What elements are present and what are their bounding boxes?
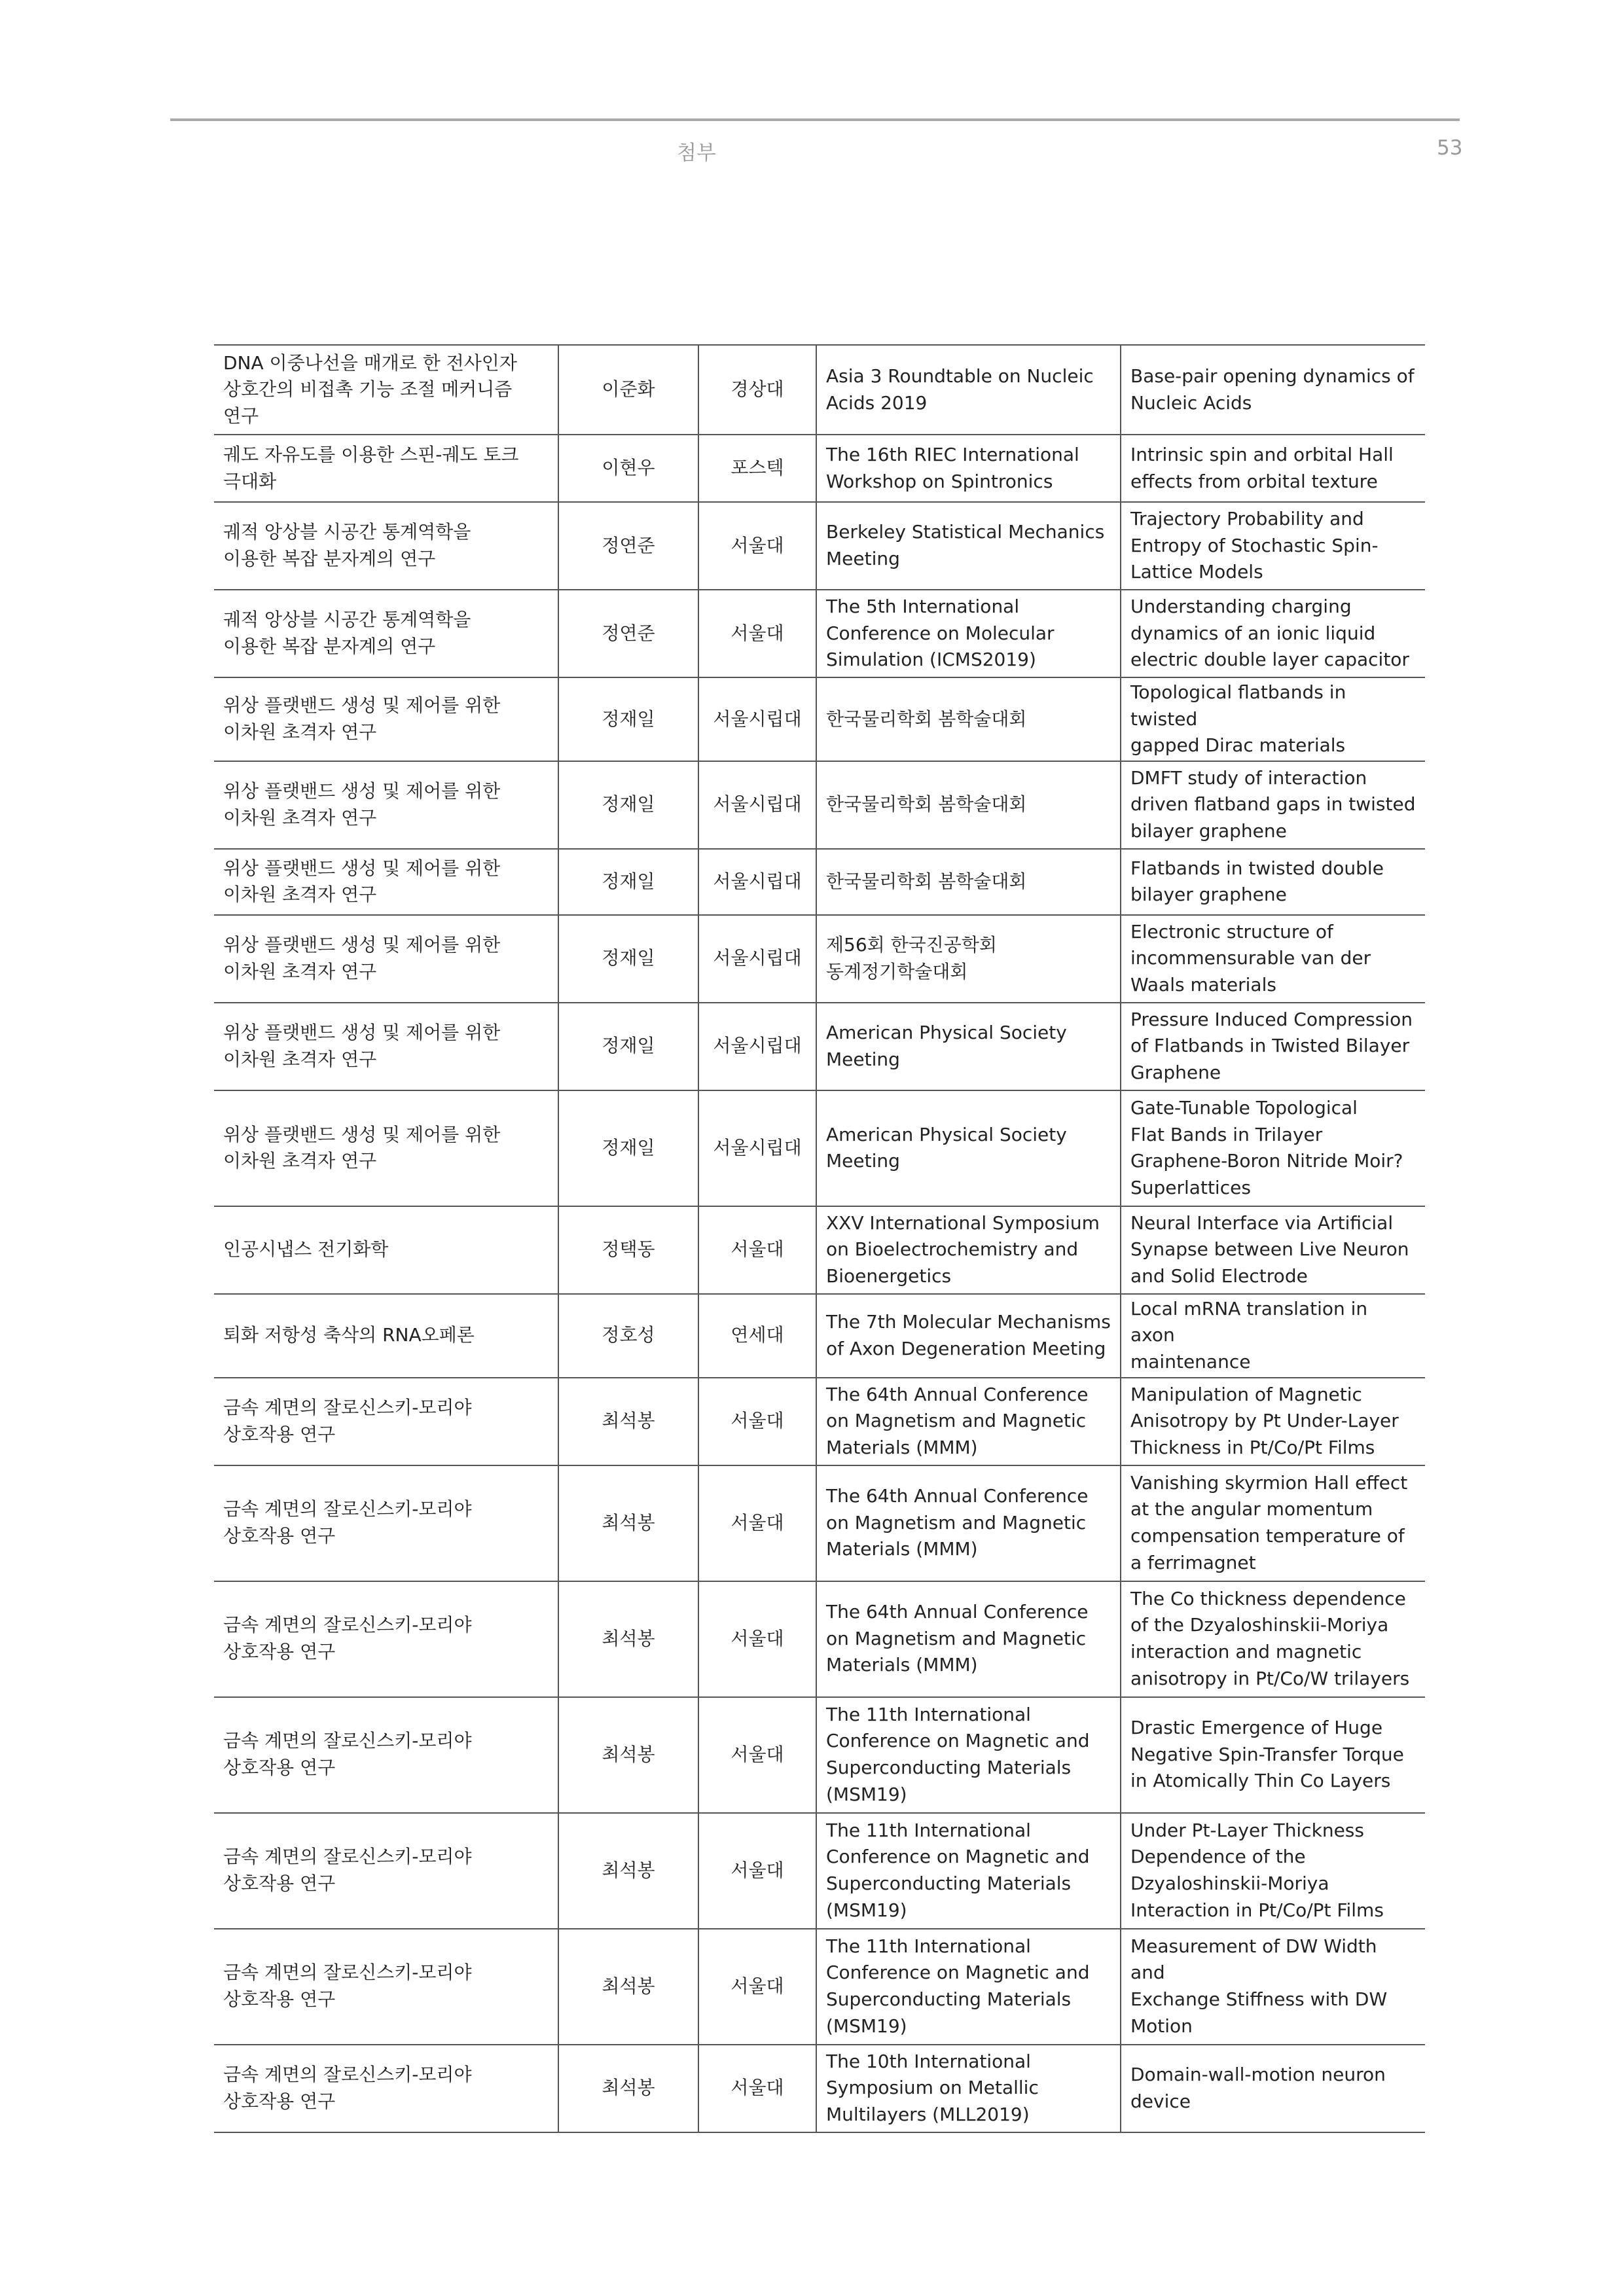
institution-cell: 서울대 (698, 1697, 816, 1813)
table-row (214, 1813, 1425, 1929)
header-rule (170, 118, 1460, 121)
presentation-title-cell: Electronic structure of incommensurable van der Waals materials (1130, 920, 1371, 996)
conference-cell: The 64th Annual Conference on Magnetism and Magnetic Materials (MMM) (816, 1378, 1121, 1465)
project-cell: 위상 플랫밴드 생성 및 제어를 위한 이차원 초격자 연구 (214, 1003, 558, 1090)
conference-cell: The 64th Annual Conference on Magnetism and Magnetic Materials (MMM) (816, 1581, 1121, 1697)
institution-cell: 서울시립대 (698, 1090, 816, 1206)
conference-cell: American Physical Society Meeting (816, 1090, 1121, 1206)
researcher-cell: 정택동 (558, 1206, 698, 1294)
project-cell: DNA 이중나선을 매개로 한 전사인자 상호간의 비접촉 기능 조절 메커니즘 연구 (214, 345, 558, 435)
presentation-title-cell: The Co thickness dependence of the Dzyaloshinskii-Moriya interaction and magnetic anisotropy in Pt/Co/W trilayers (1130, 1587, 1410, 1689)
table-row (214, 761, 1425, 849)
presentation-title-cell: Manipulation of Magnetic Anisotropy by Pt Under-Layer Thickness in Pt/Co/Pt Films (1130, 1383, 1399, 1458)
conference-cell: Berkeley Statistical Mechanics Meeting (816, 502, 1121, 590)
conference-cell: American Physical Society Meeting (816, 1003, 1121, 1090)
page-number: 53 (1437, 136, 1463, 160)
section-label: 첨부 (677, 141, 716, 165)
institution-cell: 포스텍 (698, 435, 816, 502)
researcher-cell: 정재일 (558, 761, 698, 849)
project-cell: 금속 계면의 잘로신스키-모리야 상호작용 연구 (214, 1378, 558, 1465)
researcher-cell: 최석봉 (558, 1813, 698, 1929)
presentation-title-cell: DMFT study of interaction driven flatband gaps in twisted bilayer graphene (1130, 766, 1416, 842)
conference-cell: 한국물리학회 봄학술대회 (816, 761, 1121, 849)
conference-cell: 한국물리학회 봄학술대회 (816, 849, 1121, 915)
presentation-title-cell: Local mRNA translation in axon maintenance (1130, 1297, 1368, 1372)
project-cell: 위상 플랫밴드 생성 및 제어를 위한 이차원 초격자 연구 (214, 761, 558, 849)
conference-cell: The 5th International Conference on Molecular Simulation (ICMS2019) (816, 590, 1121, 677)
presentation-title-cell: Neural Interface via Artificial Synapse between Live Neuron and Solid Electrode (1130, 1211, 1409, 1287)
presentation-title-cell: Measurement of DW Width and Exchange Stiffness with DW Motion (1130, 1935, 1388, 2037)
table-row (214, 345, 1425, 435)
table-body (214, 345, 1425, 2132)
table-row (214, 1206, 1425, 1294)
researcher-cell: 최석봉 (558, 1697, 698, 1813)
conference-cell: The 64th Annual Conference on Magnetism and Magnetic Materials (MMM) (816, 1465, 1121, 1581)
conference-cell: XXV International Symposium on Bioelectrochemistry and Bioenergetics (816, 1206, 1121, 1294)
table-row (214, 502, 1425, 590)
project-cell: 금속 계면의 잘로신스키-모리야 상호작용 연구 (214, 2045, 558, 2132)
researcher-cell: 정연준 (558, 502, 698, 590)
researcher-cell: 정재일 (558, 677, 698, 761)
researcher-cell: 정재일 (558, 915, 698, 1003)
researcher-cell: 최석봉 (558, 1929, 698, 2045)
project-cell: 퇴화 저항성 축삭의 RNA오페론 (214, 1294, 558, 1378)
project-cell: 위상 플랫밴드 생성 및 제어를 위한 이차원 초격자 연구 (214, 677, 558, 761)
presentation-title-cell: Flatbands in twisted double bilayer graphene (1130, 857, 1384, 906)
institution-cell: 서울시립대 (698, 677, 816, 761)
project-cell: 금속 계면의 잘로신스키-모리야 상호작용 연구 (214, 1581, 558, 1697)
institution-cell: 연세대 (698, 1294, 816, 1378)
project-cell: 금속 계면의 잘로신스키-모리야 상호작용 연구 (214, 1929, 558, 2045)
institution-cell: 서울시립대 (698, 915, 816, 1003)
institution-cell: 서울대 (698, 1378, 816, 1465)
table-row (214, 435, 1425, 502)
table-row (214, 677, 1425, 761)
table-row (214, 1929, 1425, 2045)
table-row (214, 1294, 1425, 1378)
institution-cell: 서울대 (698, 1813, 816, 1929)
presentation-title-cell: Intrinsic spin and orbital Hall effects from orbital texture (1130, 443, 1394, 492)
presentation-title-cell: Topological flatbands in twisted gapped Dirac materials (1130, 681, 1346, 757)
presentation-title-cell: Gate-Tunable Topological Flat Bands in Trilayer Graphene-Boron Nitride Moir? Superlattices (1130, 1097, 1403, 1198)
institution-cell: 서울대 (698, 2045, 816, 2132)
presentation-title-cell: Base-pair opening dynamics of Nucleic Acids (1130, 365, 1415, 414)
table-row (214, 1378, 1425, 1465)
institution-cell: 서울대 (698, 1581, 816, 1697)
table-row (214, 1581, 1425, 1697)
presentation-title-cell: Trajectory Probability and Entropy of Stochastic Spin- Lattice Models (1130, 508, 1379, 583)
conference-cell: The 16th RIEC International Workshop on Spintronics (816, 435, 1121, 502)
conference-cell: The 11th International Conference on Magnetic and Superconducting Materials (MSM19) (816, 1697, 1121, 1813)
researcher-cell: 최석봉 (558, 1378, 698, 1465)
project-cell: 궤적 앙상블 시공간 통계역학을 이용한 복잡 분자계의 연구 (214, 590, 558, 677)
project-cell: 위상 플랫밴드 생성 및 제어를 위한 이차원 초격자 연구 (214, 849, 558, 915)
researcher-cell: 이준화 (558, 345, 698, 435)
table-row (214, 590, 1425, 677)
table-row (214, 1003, 1425, 1090)
presentation-title-cell: Domain-wall-motion neuron device (1130, 2063, 1386, 2112)
table-row (214, 1090, 1425, 1206)
institution-cell: 서울대 (698, 1465, 816, 1581)
institution-cell: 서울대 (698, 1206, 816, 1294)
presentation-title-cell: Drastic Emergence of Huge Negative Spin-Transfer Torque in Atomically Thin Co Layers (1130, 1717, 1404, 1792)
researcher-cell: 정재일 (558, 1003, 698, 1090)
researcher-cell: 정연준 (558, 590, 698, 677)
institution-cell: 서울대 (698, 502, 816, 590)
presentation-title-cell: Understanding charging dynamics of an ionic liquid electric double layer capacitor (1130, 596, 1409, 671)
project-cell: 위상 플랫밴드 생성 및 제어를 위한 이차원 초격자 연구 (214, 1090, 558, 1206)
project-cell: 금속 계면의 잘로신스키-모리야 상호작용 연구 (214, 1465, 558, 1581)
table-row (214, 2045, 1425, 2132)
institution-cell: 서울대 (698, 590, 816, 677)
table-row (214, 1697, 1425, 1813)
presentation-title-cell: Vanishing skyrmion Hall effect at the angular momentum compensation temperature of a ferrimagnet (1130, 1471, 1408, 1573)
conference-cell: The 11th International Conference on Magnetic and Superconducting Materials (MSM19) (816, 1813, 1121, 1929)
project-cell: 인공시냅스 전기화학 (214, 1206, 558, 1294)
researcher-cell: 이현우 (558, 435, 698, 502)
project-cell: 궤도 자유도를 이용한 스핀-궤도 토크 극대화 (214, 435, 558, 502)
presentation-table (214, 344, 1425, 2133)
institution-cell: 서울시립대 (698, 761, 816, 849)
project-cell: 위상 플랫밴드 생성 및 제어를 위한 이차원 초격자 연구 (214, 915, 558, 1003)
institution-cell: 서울시립대 (698, 849, 816, 915)
project-cell: 금속 계면의 잘로신스키-모리야 상호작용 연구 (214, 1697, 558, 1813)
conference-cell: 한국물리학회 봄학술대회 (816, 677, 1121, 761)
table-row (214, 915, 1425, 1003)
researcher-cell: 정호성 (558, 1294, 698, 1378)
institution-cell: 서울대 (698, 1929, 816, 2045)
project-cell: 금속 계면의 잘로신스키-모리야 상호작용 연구 (214, 1813, 558, 1929)
researcher-cell: 최석봉 (558, 1581, 698, 1697)
presentation-title-cell: Under Pt-Layer Thickness Dependence of the Dzyaloshinskii-Moriya Interaction in Pt/Co/Pt Films (1130, 1819, 1384, 1921)
researcher-cell: 정재일 (558, 849, 698, 915)
conference-cell: The 11th International Conference on Magnetic and Superconducting Materials (MSM19) (816, 1929, 1121, 2045)
researcher-cell: 정재일 (558, 1090, 698, 1206)
researcher-cell: 최석봉 (558, 1465, 698, 1581)
conference-cell: The 7th Molecular Mechanisms of Axon Degeneration Meeting (816, 1294, 1121, 1378)
project-cell: 궤적 앙상블 시공간 통계역학을 이용한 복잡 분자계의 연구 (214, 502, 558, 590)
institution-cell: 서울시립대 (698, 1003, 816, 1090)
table-row (214, 1465, 1425, 1581)
institution-cell: 경상대 (698, 345, 816, 435)
conference-cell: 제56회 한국진공학회 동계정기학술대회 (816, 915, 1121, 1003)
researcher-cell: 최석봉 (558, 2045, 698, 2132)
table-row (214, 849, 1425, 915)
conference-cell: Asia 3 Roundtable on Nucleic Acids 2019 (816, 345, 1121, 435)
presentation-title-cell: Pressure Induced Compression of Flatbands in Twisted Bilayer Graphene (1130, 1008, 1413, 1084)
conference-cell: The 10th International Symposium on Metallic Multilayers (MLL2019) (816, 2045, 1121, 2132)
